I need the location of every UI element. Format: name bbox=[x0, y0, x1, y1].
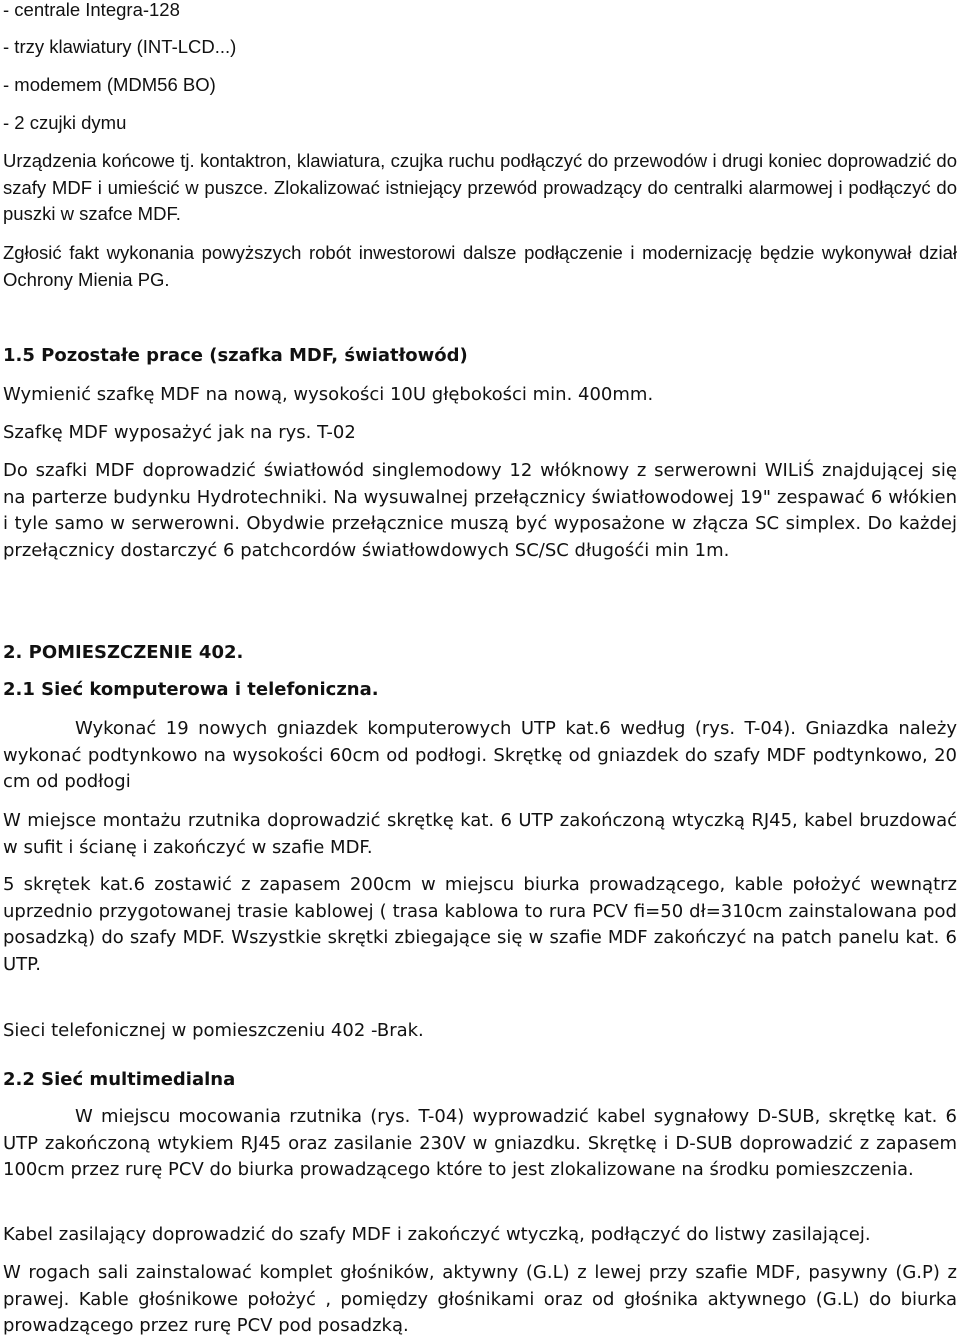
list-item: - trzy klawiatury (INT-LCD...) bbox=[3, 36, 237, 57]
paragraph-multimedia: W miejscu mocowania rzutnika (rys. T-04) wyprowadzić kabel sygnałowy D-SUB, skrętkę kat. 6 UTP zakończoną wtykiem RJ45 oraz zasilanie 230V w gniazdku. Skrętkę i D-SUB doprowadzić z zapasem 100cm przez rurę PCV do biurka prowadzącego które to jest zlokalizowane na środku pomieszczenia. bbox=[3, 1106, 957, 1180]
paragraph-projector-cable: W miejsce montażu rzutnika doprowadzić skrętkę kat. 6 UTP zakończoną wtyczką RJ45, kabel bruzdować w sufit i ścianę i zakończyć w szafie MDF. bbox=[3, 810, 957, 858]
section-heading-2-1: 2.1 Sieć komputerowa i telefoniczna. bbox=[3, 679, 379, 700]
paragraph-sockets: Wykonać 19 nowych gniazdek komputerowych UTP kat.6 według (rys. T-04). Gniazdka należy wykonać podtynkowo na wysokości 60cm od podłogi. Skrętkę od gniazdek do szafy MDF podtynkowo, 20 cm od podłogi bbox=[3, 718, 957, 792]
section-heading-1-5: 1.5 Pozostałe prace (szafka MDF, światłowód) bbox=[3, 345, 468, 366]
section-heading-2: 2. POMIESZCZENIE 402. bbox=[3, 642, 244, 663]
paragraph-power-cable: Kabel zasilający doprowadzić do szafy MDF i zakończyć wtyczką, podłączyć do listwy zasilającej. bbox=[3, 1224, 871, 1245]
paragraph-twisted-pairs: 5 skrętek kat.6 zostawić z zapasem 200cm w miejscu biurka prowadzącego, kable położyć wewnątrz uprzednio przygotowanej trasie kablowej ( trasa kablowa to rura PCV fi=50 dł=310cm zainstalowana pod posadzką) do szafy MDF. Wszystkie skrętki zbiegające się w szafie MDF zakończyć na patch panelu kat. 6 UTP. bbox=[3, 874, 957, 975]
section-heading-2-2: 2.2 Sieć multimedialna bbox=[3, 1069, 236, 1090]
paragraph-telephone: Sieci telefonicznej w pomieszczeniu 402 -Brak. bbox=[3, 1020, 424, 1041]
list-item: - centrale Integra-128 bbox=[3, 0, 180, 20]
list-item: - 2 czujki dymu bbox=[3, 112, 127, 133]
paragraph-replace-cabinet: Wymienić szafkę MDF na nową, wysokości 10U głębokości min. 400mm. bbox=[3, 384, 654, 405]
paragraph-end-devices: Urządzenia końcowe tj. kontaktron, klawiatura, czujka ruchu podłączyć do przewodów i drugi koniec doprowadzić do szafy MDF i umieścić w puszce. Zlokalizować istniejący przewód prowadzący do centralki alarmowej i podłączyć do puszki w szafce MDF. bbox=[3, 150, 957, 224]
paragraph-fiber: Do szafki MDF doprowadzić światłowód singlemodowy 12 włóknowy z serwerowni WILiŚ znajdującej się na parterze budynku Hydrotechniki. Na wysuwalnej przełącznicy światłowodowej 19" zespawać 6 włókien i tyle samo w serwerowni. Obydwie przełącznice muszą być wyposażone w złącza SC simplex. Do każdej przełącznicy dostarczyć 6 patchcordów światłowdowych SC/SC długośći min 1m. bbox=[3, 460, 957, 561]
list-item: - modemem (MDM56 BO) bbox=[3, 74, 216, 95]
paragraph-cabinet-equipment: Szafkę MDF wyposażyć jak na rys. T-02 bbox=[3, 422, 356, 443]
paragraph-notify-investor: Zgłosić fakt wykonania powyższych robót inwestorowi dalsze podłączenie i modernizację będzie wykonywał dział Ochrony Mienia PG. bbox=[3, 242, 957, 290]
paragraph-speakers: W rogach sali zainstalować komplet głośników, aktywny (G.L) z lewej przy szafie MDF, pasywny (G.P) z prawej. Kable głośnikowe położyć , pomiędzy głośnikami oraz od głośnika aktywnego (G.L) do biurka prowadzącego przez rurę PCV pod posadzką. bbox=[3, 1262, 957, 1336]
